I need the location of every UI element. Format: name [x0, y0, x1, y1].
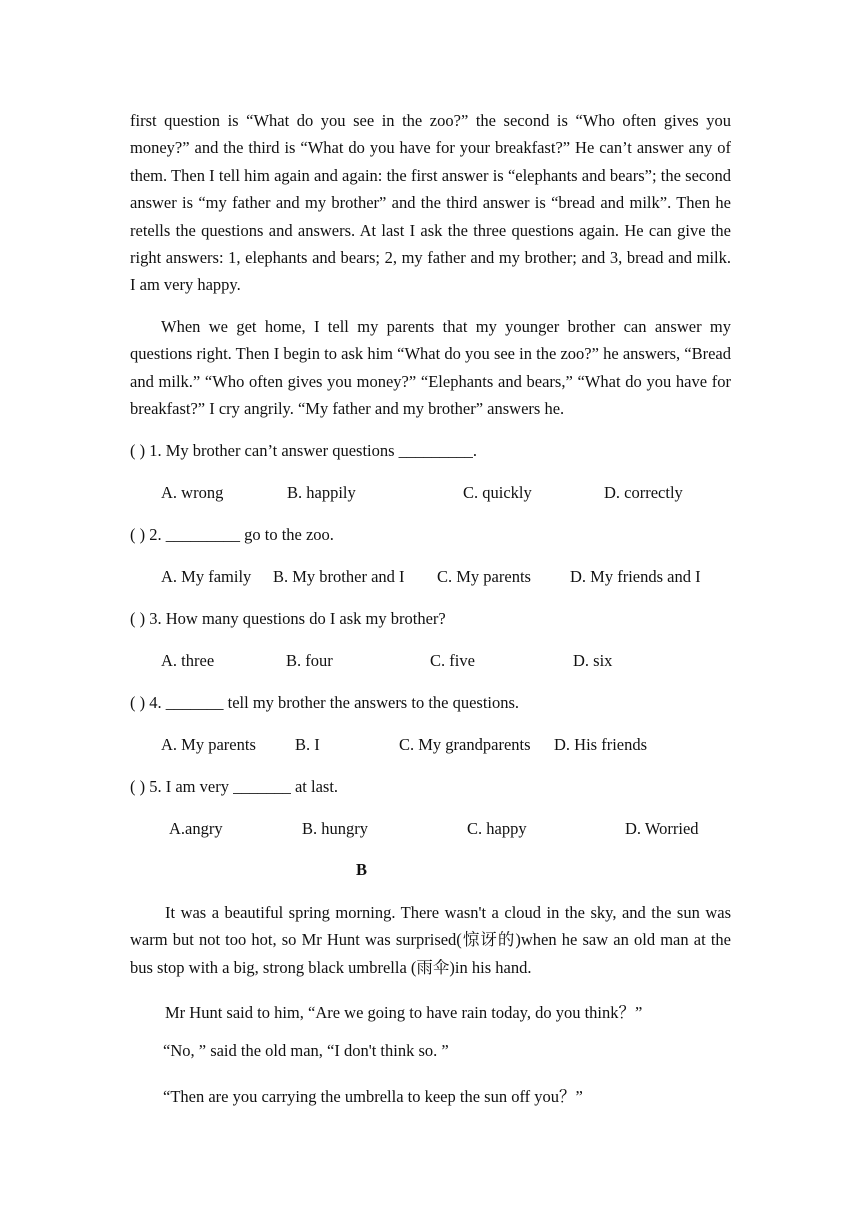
passage-a-paragraph-1: first question is “What do you see in the zoo?” the second is “Who often gives you money?” and the third is “What do you have for your breakfast?” He can’t answer any of them. Then I tell him again and again: the first answer is “elephants and bears”; the second answer is “my father and my brother” and the third answer is “bread and milk”. Then he retells the questions and answers. At last I ask the three questions again. He can give the right answers: 1, elephants and bears; 2, my father and my brother; and 3, bread and milk. I am very happy. [130, 111, 731, 295]
question-1-option-a: A. wrong [161, 483, 224, 502]
question-2-option-b: B. My brother and I [273, 567, 405, 586]
question-1-option-d: D. correctly [604, 483, 683, 502]
question-4-option-a: A. My parents [161, 735, 256, 754]
section-b-heading: B [356, 860, 368, 879]
question-5-option-d: D. Worried [625, 819, 699, 838]
passage-a-paragraph-2: When we get home, I tell my parents that my younger brother can answer my questions right. Then I begin to ask him “What do you see in the zoo?” he answers, “Bread and milk.” “Who often gives you money?” “Elephants and bears,” “What do you have for breakfast?” I cry angrily. “My father and my brother” answers he. [130, 317, 731, 419]
passage-b-dialogue-2: “No, ” said the old man, “I don't think so. ” [163, 1041, 449, 1060]
question-5-stem: ( ) 5. I am very _______ at last. [130, 777, 339, 796]
question-1-stem: ( ) 1. My brother can’t answer questions _________. [130, 441, 478, 460]
question-1-option-b: B. happily [287, 483, 356, 502]
question-4-option-c: C. My grandparents [399, 735, 531, 754]
question-2-option-c: C. My parents [437, 567, 531, 586]
question-3-option-a: A. three [161, 651, 215, 670]
passage-b-paragraph-1: It was a beautiful spring morning. There wasn't a cloud in the sky, and the sun was warm but not too hot, so Mr Hunt was surprised(惊讶的)when he saw an old man at the bus stop with a big, strong black umbrella (雨伞)in his hand. [130, 903, 731, 977]
question-5-option-b: B. hungry [302, 819, 368, 838]
question-1-option-c: C. quickly [463, 483, 532, 502]
question-3-option-b: B. four [286, 651, 333, 670]
passage-b-dialogue-3: “Then are you carrying the umbrella to keep the sun off you？” [163, 1087, 583, 1106]
question-5-option-c: C. happy [467, 819, 527, 838]
question-2-option-d: D. My friends and I [570, 567, 701, 586]
question-3-option-c: C. five [430, 651, 475, 670]
question-2-stem: ( ) 2. _________ go to the zoo. [130, 525, 334, 544]
question-2-option-a: A. My family [161, 567, 252, 586]
question-4-option-b: B. I [295, 735, 320, 754]
question-4-option-d: D. His friends [554, 735, 648, 754]
question-5-option-a: A.angry [169, 819, 223, 838]
question-3-option-d: D. six [573, 651, 613, 670]
question-4-stem: ( ) 4. _______ tell my brother the answers to the questions. [130, 693, 520, 712]
question-3-stem: ( ) 3. How many questions do I ask my brother? [130, 609, 446, 628]
passage-b-dialogue-1: Mr Hunt said to him, “Are we going to have rain today, do you think？” [165, 1003, 643, 1022]
